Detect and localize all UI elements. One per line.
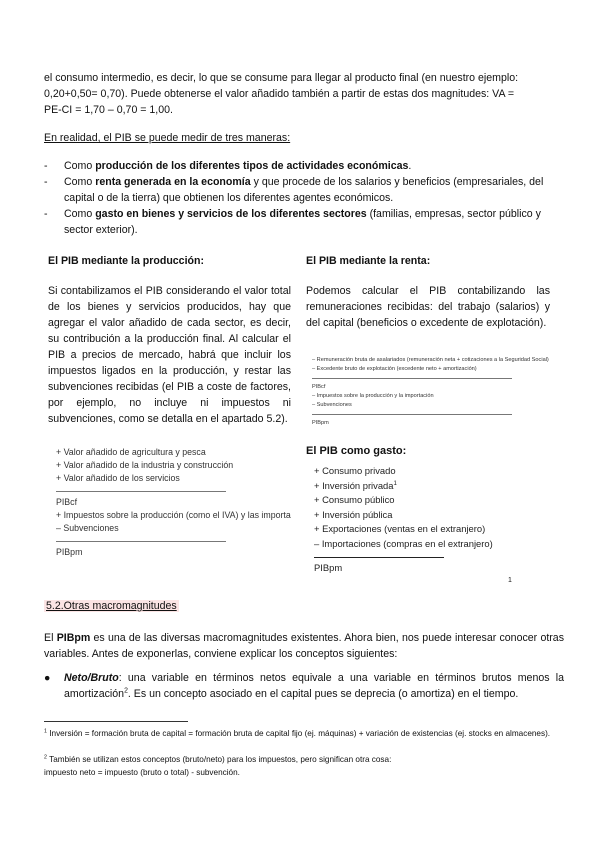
bullet-icon: ● [44,672,51,684]
renta-pibcf: PIBcf [312,384,326,390]
renta-figure [312,356,552,428]
list-item: - Como producción de los diferentes tipos de actividades económicas. [44,160,412,172]
footnote-rule [44,721,188,722]
gasto-item: + Consumo público [314,494,395,506]
production-figure [56,446,300,559]
list-item: - Como renta generada en la economía y que procede de los salarios y beneficios (empresariales, del capital o de la tierra) que obtienen los diferentes agentes económicos. [44,176,544,204]
gasto-pibpm: PIBpm [314,561,343,573]
gasto-item: + Inversión privada$^1$ [314,479,397,491]
renta-item: – Excedente bruto de explotación (excedente neto + amortización) [312,366,477,372]
neto-bruto-bullet: ● Neto/Bruto: una variable en términos netos equivale a una variable en términos brutos menos la amortización$^2$. Es un concepto asociado en el capital pues se deprecia (o amortiza) en el tiempo. [44,672,564,700]
renta-pibpm: PIBpm [312,420,329,426]
intro-paragraph [44,70,564,118]
footnote-1: $^1$ Inversión = formación bruta de capital = formación bruta de capital fijo (ej. máquinas) + variación de existencias (ej. stocks en almacenes). [44,728,551,738]
footnote-ref: 1 [393,479,397,487]
gasto-item: + Exportaciones (ventas en el extranjero) [314,523,486,535]
renta-text: Podemos calcular el PIB contabilizando las remuneraciones recibidas: del trabajo (salarios) y del capital (beneficios o excedente de explotación). [306,285,550,329]
pibpm-label: PIBpm [56,547,83,557]
intro-line-1: el consumo intermedio, es decir, lo que se consume para llegar al producto final (en nuestro ejemplo: [44,72,519,84]
renta-item: – Remuneración bruta de asalariados (remuneración neta + cotizaciones a la Seguridad Social) [312,357,549,363]
production-title: El PIB mediante la producción: [48,255,204,267]
footnote-2: $^2$ También se utilizan estos conceptos (bruto/neto) para los impuestos, pero significan otra cosa: impuesto neto = impuesto (bruto o total) - subvención. [44,754,392,777]
three-ways-list [44,158,564,238]
list-item: - Como gasto en bienes y servicios de los diferentes sectores (familias, empresas, sector público y sector exterior). [44,208,541,236]
divider [312,414,512,415]
intro-line-3: PE-CI = 1,70 – 0,70 = 1,00. [44,104,173,116]
footnote-ref: 2 [124,687,128,695]
production-text: Si contabilizamos el PIB considerando el valor total de los bienes y servicios producidos, hay que agregar el valor añadido de cada sector, es decir, su contribución a la producción final. Al calcular el PIB a precios de mercado, habrá que incluir los impuestos ligados en la producción, y restar las subvenciones recibidas (el PIB a coste de factores, por ejemplo, no incluye ni impuestos ni subvenciones, como se detalla en el apartado 5.2). [48,285,291,425]
divider [312,378,512,379]
figure-note-mark: 1 [508,577,512,584]
section-heading: 5.2.Otras macromagnitudes [46,600,177,612]
divider [56,491,226,492]
gasto-item: + Inversión pública [314,508,393,520]
production-item: + Valor añadido de los servicios [56,473,180,483]
gasto-title: El PIB como gasto: [306,445,407,457]
gasto-item: + Consumo privado [314,465,396,476]
intro-line-2: 0,20+0,50= 0,70). Puede obtenerse el valor añadido también a partir de estas dos magnitudes: VA = [44,88,515,100]
renta-item: – Impuestos sobre la producción y la importación [312,393,434,399]
three-ways-heading: En realidad, el PIB se puede medir de tres maneras: [44,132,291,144]
section-paragraph: El PIBpm es una de las diversas macromagnitudes existentes. Ahora bien, nos puede interesar conocer otras variables. Antes de exponerlas, conviene explicar los conceptos siguientes: [44,632,564,660]
divider [314,557,444,558]
production-item: + Valor añadido de agricultura y pesca [56,447,206,457]
production-item: – Subvenciones [56,523,119,533]
divider [56,541,226,542]
production-item: + Impuestos sobre la producción (como el IVA) y las importa [56,510,291,520]
gasto-item: – Importaciones (compras en el extranjero) [314,537,493,549]
production-item: + Valor añadido de la industria y construcción [56,460,234,470]
renta-title: El PIB mediante la renta: [306,255,431,267]
pibcf-label: PIBcf [56,497,78,507]
gasto-figure [314,464,554,575]
renta-item: – Subvenciones [312,402,352,408]
